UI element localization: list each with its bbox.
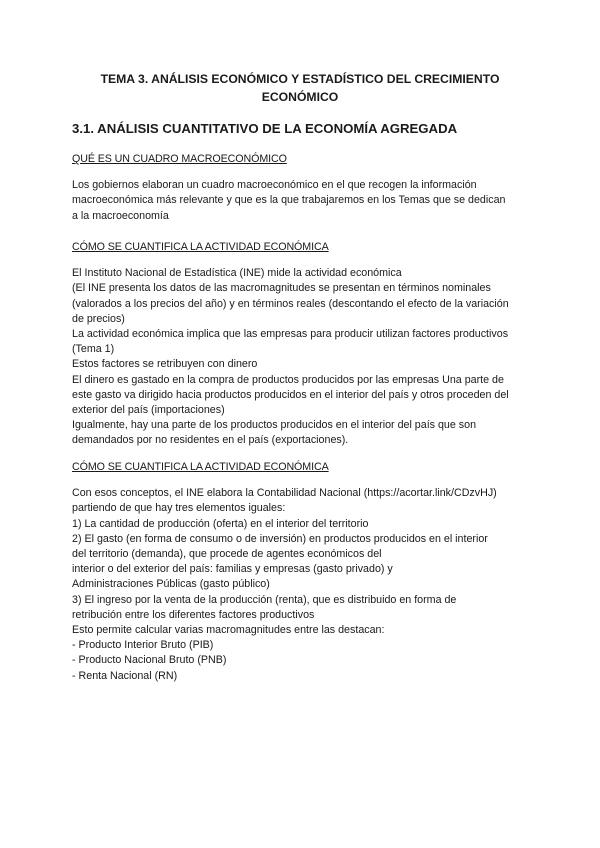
- paragraph-line: (Tema 1): [72, 343, 115, 356]
- section-activity-2: [72, 460, 532, 684]
- paragraph-line: interior o del exterior del país: familias y empresas (gasto privado) y: [72, 563, 393, 576]
- paragraph-line: exterior del país (importaciones): [72, 404, 225, 417]
- subheading-macro-table: QUÉ ES UN CUADRO MACROECONÓMICO: [72, 153, 287, 165]
- paragraph-line: macroeconómica más relevante y que es la que trabajaremos en los Temas que se dedican: [72, 194, 506, 207]
- paragraph-line: Con esos conceptos, el INE elabora la Contabilidad Nacional (https://acortar.link/CDzvHJ): [72, 487, 497, 500]
- paragraph-line: partiendo de que hay tres elementos iguales:: [72, 502, 286, 515]
- subheading-activity-2: CÓMO SE CUANTIFICA LA ACTIVIDAD ECONÓMICA: [72, 461, 329, 473]
- list-item: - Producto Interior Bruto (PIB): [72, 639, 214, 652]
- paragraph-line: del territorio (demanda), que procede de agentes económicos del: [72, 548, 382, 561]
- paragraph-line: Administraciones Públicas (gasto público): [72, 578, 270, 591]
- subheading-activity-1: CÓMO SE CUANTIFICA LA ACTIVIDAD ECONÓMICA: [72, 241, 329, 253]
- list-item: - Producto Nacional Bruto (PNB): [72, 654, 227, 667]
- paragraph-line: retribución entre los diferentes factores productivos: [72, 608, 315, 621]
- paragraph-line: Esto permite calcular varias macromagnitudes entre las destacan:: [72, 624, 385, 637]
- section-activity-1: [72, 240, 532, 449]
- paragraph-line: 3) El ingreso por la venta de la producción (renta), que es distribuido en forma de: [72, 593, 457, 606]
- paragraph-line: de precios): [72, 312, 125, 325]
- paragraph-line: (El INE presenta los datos de las macromagnitudes se presentan en términos nominales: [72, 282, 491, 295]
- title-line-2: ECONÓMICO: [261, 90, 339, 104]
- paragraph-line: este gasto va dirigido hacia productos producidos en el interior del país y otros proceden del: [72, 388, 509, 401]
- paragraph-line: 1) La cantidad de producción (oferta) en el interior del territorio: [72, 517, 369, 530]
- paragraph-line: 2) El gasto (en forma de consumo o de inversión) en productos producidos en el interior: [72, 532, 488, 545]
- title-line-1: TEMA 3. ANÁLISIS ECONÓMICO Y ESTADÍSTICO DEL CRECIMIENTO: [100, 72, 500, 86]
- paragraph-line: El dinero es gastado en la compra de productos producidos por las empresas Una parte de: [72, 373, 504, 386]
- paragraph-line: demandados por no residentes en el país (exportaciones).: [72, 434, 349, 447]
- paragraph-line: a la macroeconomía: [72, 209, 169, 222]
- list-item: - Renta Nacional (RN): [72, 669, 178, 682]
- paragraph-line: Estos factores se retribuyen con dinero: [72, 358, 258, 371]
- paragraph-line: La actividad económica implica que las empresas para producir utilizan factores productivos: [72, 328, 509, 341]
- paragraph-line: (valorados a los precios del año) y en términos reales (descontando el efecto de la variación: [72, 297, 509, 310]
- section-heading: 3.1. ANÁLISIS CUANTITATIVO DE LA ECONOMÍA AGREGADA: [72, 121, 458, 136]
- document-title: [60, 70, 540, 106]
- paragraph-line: El Instituto Nacional de Estadística (INE) mide la actividad económica: [72, 267, 402, 280]
- section-macro-table: [72, 152, 532, 224]
- paragraph-line: Igualmente, hay una parte de los productos producidos en el interior del país que son: [72, 419, 477, 432]
- paragraph-line: Los gobiernos elaboran un cuadro macroeconómico en el que recogen la información: [72, 179, 477, 192]
